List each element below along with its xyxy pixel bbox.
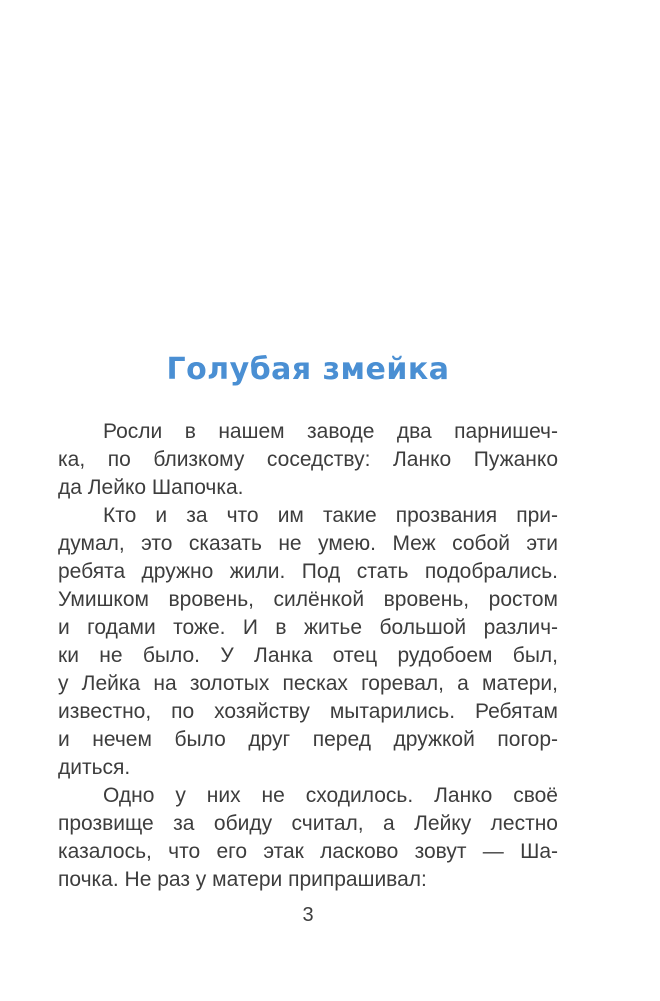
- text-line: ребята дружно жили. Под стать подобрались.: [58, 560, 558, 583]
- paragraph-2: [58, 502, 558, 782]
- story-title: Голубая змейка: [166, 352, 450, 387]
- text-line: прозвище за обиду считал, а Лейку лестно: [58, 812, 558, 835]
- text-line: ки не было. У Ланка отец рудобоем был,: [58, 644, 558, 667]
- text-line: известно, по хозяйству мытарились. Ребятам: [58, 700, 558, 723]
- text-line: у Лейка на золотых песках горевал, а матери,: [58, 672, 558, 695]
- text-line: думал, это сказать не умею. Меж собой эти: [58, 532, 558, 555]
- text-line: ка, по близкому соседству: Ланко Пужанко: [58, 448, 558, 471]
- text-line: и годами тоже. И в житье большой различ-: [58, 616, 558, 639]
- text-line: Одно у них не сходилось. Ланко своё: [103, 784, 558, 807]
- text-line: и нечем было друг перед дружкой погор-: [58, 728, 558, 751]
- text-line: Умишком вровень, силёнкой вровень, ростом: [58, 588, 558, 611]
- text-line: диться.: [58, 756, 131, 779]
- text-line: Росли в нашем заводе два парнишеч-: [103, 420, 558, 443]
- page-number: 3: [302, 904, 314, 926]
- text-line: казалось, что его этак ласково зовут — Ша-: [58, 840, 558, 863]
- paragraph-3: [58, 782, 558, 894]
- story-text: [58, 418, 558, 894]
- text-line: почка. Не раз у матери припрашивал:: [58, 868, 427, 891]
- text-line: Кто и за что им такие прозвания при-: [103, 504, 558, 527]
- paragraph-1: [58, 418, 558, 502]
- text-line: да Лейко Шапочка.: [58, 476, 244, 499]
